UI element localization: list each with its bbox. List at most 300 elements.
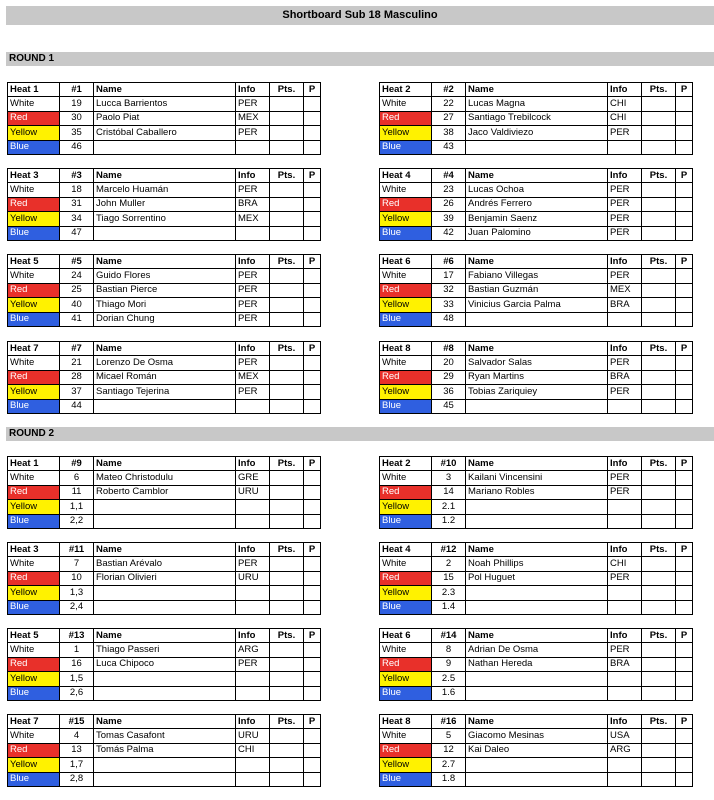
- place-cell: [676, 283, 693, 297]
- surfer-name: [94, 758, 236, 772]
- jersey-color-red: Red: [380, 197, 432, 211]
- heat-header-row: [380, 457, 693, 471]
- points-cell: [270, 471, 304, 485]
- place-header: P: [304, 715, 321, 729]
- place-cell: [676, 571, 693, 585]
- points-header: Pts.: [270, 342, 304, 356]
- place-cell: [304, 600, 321, 614]
- seed-cell: 1,7: [60, 758, 94, 772]
- place-cell: [676, 586, 693, 600]
- seed-cell: 2,2: [60, 514, 94, 528]
- seed-cell: 42: [432, 226, 466, 240]
- heat-number: #15: [60, 715, 94, 729]
- seed-cell: 2.3: [432, 586, 466, 600]
- place-cell: [676, 657, 693, 671]
- place-cell: [676, 557, 693, 571]
- heat-label: Heat 4: [380, 543, 432, 557]
- surfer-name: Jaco Valdiviezo: [466, 126, 608, 140]
- place-header: P: [304, 457, 321, 471]
- name-header: Name: [94, 715, 236, 729]
- seed-cell: 1.2: [432, 514, 466, 528]
- heat-label: Heat 3: [8, 169, 60, 183]
- country-info: [608, 140, 642, 154]
- seed-cell: 31: [60, 197, 94, 211]
- surfer-name: Cristóbal Caballero: [94, 126, 236, 140]
- heat-label: Heat 7: [8, 715, 60, 729]
- country-info: CHI: [608, 111, 642, 125]
- points-cell: [642, 686, 676, 700]
- surfer-row: [8, 600, 321, 614]
- country-info: PER: [608, 212, 642, 226]
- points-header: Pts.: [642, 457, 676, 471]
- info-header: Info: [236, 543, 270, 557]
- info-header: Info: [236, 83, 270, 97]
- place-cell: [304, 643, 321, 657]
- surfer-row: [380, 212, 693, 226]
- country-info: PER: [608, 269, 642, 283]
- heat-number: #14: [432, 629, 466, 643]
- surfer-name: [466, 772, 608, 786]
- place-cell: [676, 500, 693, 514]
- seed-cell: 2,8: [60, 772, 94, 786]
- surfer-row: [8, 657, 321, 671]
- points-cell: [642, 183, 676, 197]
- points-cell: [270, 356, 304, 370]
- name-header: Name: [94, 629, 236, 643]
- surfer-row: [380, 643, 693, 657]
- place-cell: [304, 140, 321, 154]
- points-cell: [270, 586, 304, 600]
- points-cell: [642, 657, 676, 671]
- points-cell: [642, 97, 676, 111]
- points-cell: [270, 600, 304, 614]
- heat-number: #5: [60, 255, 94, 269]
- place-cell: [304, 370, 321, 384]
- surfer-row: [8, 212, 321, 226]
- place-cell: [676, 269, 693, 283]
- place-cell: [676, 197, 693, 211]
- seed-cell: 4: [60, 729, 94, 743]
- surfer-name: Benjamin Saenz: [466, 212, 608, 226]
- surfer-row: [8, 643, 321, 657]
- info-header: Info: [608, 543, 642, 557]
- seed-cell: 22: [432, 97, 466, 111]
- seed-cell: 7: [60, 557, 94, 571]
- heat-header-row: [380, 255, 693, 269]
- surfer-row: [380, 557, 693, 571]
- surfer-name: [94, 226, 236, 240]
- surfer-row: [8, 126, 321, 140]
- surfer-name: Marcelo Huamán: [94, 183, 236, 197]
- jersey-color-red: Red: [380, 111, 432, 125]
- place-cell: [304, 212, 321, 226]
- name-header: Name: [466, 169, 608, 183]
- surfer-row: [8, 672, 321, 686]
- surfer-name: Juan Palomino: [466, 226, 608, 240]
- country-info: PER: [608, 571, 642, 585]
- surfer-name: [466, 500, 608, 514]
- points-cell: [270, 283, 304, 297]
- seed-cell: 25: [60, 283, 94, 297]
- place-cell: [676, 298, 693, 312]
- points-cell: [270, 557, 304, 571]
- points-header: Pts.: [270, 715, 304, 729]
- seed-cell: 6: [60, 471, 94, 485]
- surfer-name: Florian Olivieri: [94, 571, 236, 585]
- jersey-color-red: Red: [8, 283, 60, 297]
- surfer-name: Fabiano Villegas: [466, 269, 608, 283]
- info-header: Info: [608, 83, 642, 97]
- place-header: P: [676, 255, 693, 269]
- surfer-name: [466, 312, 608, 326]
- seed-cell: 27: [432, 111, 466, 125]
- jersey-color-blue: Blue: [8, 686, 60, 700]
- surfer-name: Adrian De Osma: [466, 643, 608, 657]
- place-cell: [304, 385, 321, 399]
- country-info: PER: [236, 183, 270, 197]
- country-info: ARG: [608, 743, 642, 757]
- seed-cell: 45: [432, 399, 466, 413]
- place-cell: [304, 571, 321, 585]
- heat-header-row: [8, 457, 321, 471]
- surfer-name: [466, 686, 608, 700]
- jersey-color-white: White: [8, 356, 60, 370]
- heat-number: #8: [432, 342, 466, 356]
- jersey-color-white: White: [8, 557, 60, 571]
- place-cell: [676, 686, 693, 700]
- points-cell: [642, 514, 676, 528]
- points-cell: [642, 283, 676, 297]
- heat-header-row: [380, 83, 693, 97]
- surfer-row: [8, 557, 321, 571]
- points-header: Pts.: [642, 543, 676, 557]
- jersey-color-red: Red: [8, 197, 60, 211]
- place-header: P: [304, 169, 321, 183]
- country-info: [608, 500, 642, 514]
- surfer-row: [8, 197, 321, 211]
- place-cell: [304, 356, 321, 370]
- place-cell: [676, 743, 693, 757]
- info-header: Info: [608, 255, 642, 269]
- country-info: BRA: [608, 370, 642, 384]
- heat-table: [7, 456, 321, 529]
- surfer-name: Bastian Arévalo: [94, 557, 236, 571]
- points-cell: [270, 111, 304, 125]
- country-info: PER: [236, 557, 270, 571]
- surfer-name: [94, 586, 236, 600]
- jersey-color-red: Red: [8, 111, 60, 125]
- heat-label: Heat 1: [8, 83, 60, 97]
- seed-cell: 2.1: [432, 500, 466, 514]
- place-cell: [676, 758, 693, 772]
- points-cell: [642, 197, 676, 211]
- seed-cell: 46: [60, 140, 94, 154]
- heat-number: #16: [432, 715, 466, 729]
- surfer-name: [94, 672, 236, 686]
- heat-header-row: [380, 169, 693, 183]
- heat-table: [7, 542, 321, 615]
- place-cell: [676, 471, 693, 485]
- place-cell: [676, 111, 693, 125]
- surfer-name: [466, 672, 608, 686]
- points-cell: [642, 471, 676, 485]
- heat-table: [379, 456, 693, 529]
- surfer-name: Roberto Camblor: [94, 485, 236, 499]
- seed-cell: 24: [60, 269, 94, 283]
- place-cell: [304, 729, 321, 743]
- surfer-name: Tomas Casafont: [94, 729, 236, 743]
- points-cell: [270, 571, 304, 585]
- jersey-color-yellow: Yellow: [8, 500, 60, 514]
- heat-label: Heat 8: [380, 342, 432, 356]
- heat-label: Heat 4: [380, 169, 432, 183]
- surfer-row: [380, 471, 693, 485]
- jersey-color-blue: Blue: [380, 600, 432, 614]
- name-header: Name: [466, 715, 608, 729]
- points-cell: [642, 370, 676, 384]
- points-cell: [270, 370, 304, 384]
- surfer-name: Tiago Sorrentino: [94, 212, 236, 226]
- place-header: P: [676, 342, 693, 356]
- place-cell: [304, 111, 321, 125]
- seed-cell: 2,4: [60, 600, 94, 614]
- jersey-color-blue: Blue: [380, 514, 432, 528]
- place-header: P: [304, 83, 321, 97]
- points-cell: [270, 126, 304, 140]
- seed-cell: 37: [60, 385, 94, 399]
- name-header: Name: [94, 543, 236, 557]
- place-cell: [304, 226, 321, 240]
- name-header: Name: [466, 457, 608, 471]
- jersey-color-blue: Blue: [8, 140, 60, 154]
- surfer-name: [466, 140, 608, 154]
- surfer-name: [94, 514, 236, 528]
- surfer-row: [8, 500, 321, 514]
- heat-label: Heat 5: [8, 629, 60, 643]
- country-info: [236, 514, 270, 528]
- surfer-row: [380, 571, 693, 585]
- place-cell: [676, 356, 693, 370]
- heat-header-row: [380, 342, 693, 356]
- seed-cell: 43: [432, 140, 466, 154]
- surfer-name: Giacomo Mesinas: [466, 729, 608, 743]
- info-header: Info: [608, 629, 642, 643]
- info-header: Info: [236, 629, 270, 643]
- surfer-name: Pol Huguet: [466, 571, 608, 585]
- points-cell: [642, 729, 676, 743]
- surfer-row: [8, 269, 321, 283]
- country-info: ARG: [236, 643, 270, 657]
- place-header: P: [676, 629, 693, 643]
- seed-cell: 39: [432, 212, 466, 226]
- points-header: Pts.: [642, 629, 676, 643]
- seed-cell: 13: [60, 743, 94, 757]
- country-info: PER: [236, 312, 270, 326]
- country-info: [236, 586, 270, 600]
- surfer-name: Paolo Piat: [94, 111, 236, 125]
- surfer-name: Luca Chipoco: [94, 657, 236, 671]
- name-header: Name: [94, 342, 236, 356]
- seed-cell: 5: [432, 729, 466, 743]
- place-cell: [304, 743, 321, 757]
- place-cell: [304, 97, 321, 111]
- seed-cell: 47: [60, 226, 94, 240]
- jersey-color-white: White: [8, 643, 60, 657]
- heat-label: Heat 6: [380, 629, 432, 643]
- place-cell: [676, 729, 693, 743]
- surfer-row: [8, 772, 321, 786]
- surfer-row: [8, 298, 321, 312]
- heat-header-row: [8, 342, 321, 356]
- points-cell: [642, 269, 676, 283]
- seed-cell: 2.7: [432, 758, 466, 772]
- surfer-row: [380, 743, 693, 757]
- jersey-color-white: White: [8, 471, 60, 485]
- points-cell: [270, 643, 304, 657]
- surfer-row: [8, 226, 321, 240]
- jersey-color-white: White: [380, 557, 432, 571]
- seed-cell: 48: [432, 312, 466, 326]
- surfer-name: [94, 500, 236, 514]
- surfer-row: [8, 111, 321, 125]
- surfer-row: [8, 97, 321, 111]
- country-info: URU: [236, 729, 270, 743]
- heat-label: Heat 2: [380, 457, 432, 471]
- country-info: PER: [608, 126, 642, 140]
- points-cell: [270, 514, 304, 528]
- surfer-name: [94, 686, 236, 700]
- place-cell: [676, 643, 693, 657]
- surfer-name: [94, 140, 236, 154]
- heat-header-row: [380, 629, 693, 643]
- surfer-row: [380, 672, 693, 686]
- jersey-color-white: White: [380, 471, 432, 485]
- surfer-row: [8, 312, 321, 326]
- place-cell: [676, 514, 693, 528]
- heat-number: #4: [432, 169, 466, 183]
- surfer-row: [380, 126, 693, 140]
- seed-cell: 1,5: [60, 672, 94, 686]
- heat-number: #10: [432, 457, 466, 471]
- place-cell: [304, 471, 321, 485]
- seed-cell: 29: [432, 370, 466, 384]
- heat-table: [7, 168, 321, 241]
- place-cell: [304, 672, 321, 686]
- place-cell: [304, 312, 321, 326]
- points-header: Pts.: [270, 629, 304, 643]
- country-info: PER: [236, 356, 270, 370]
- surfer-row: [8, 399, 321, 413]
- jersey-color-red: Red: [8, 657, 60, 671]
- jersey-color-red: Red: [380, 743, 432, 757]
- country-info: PER: [236, 298, 270, 312]
- jersey-color-white: White: [380, 729, 432, 743]
- points-cell: [270, 500, 304, 514]
- surfer-name: Lucca Barrientos: [94, 97, 236, 111]
- info-header: Info: [608, 342, 642, 356]
- surfer-row: [380, 772, 693, 786]
- country-info: [608, 672, 642, 686]
- name-header: Name: [466, 543, 608, 557]
- heat-table: [379, 542, 693, 615]
- jersey-color-white: White: [380, 97, 432, 111]
- points-cell: [642, 672, 676, 686]
- seed-cell: 14: [432, 485, 466, 499]
- seed-cell: 34: [60, 212, 94, 226]
- surfer-name: Andrés Ferrero: [466, 197, 608, 211]
- place-cell: [304, 586, 321, 600]
- name-header: Name: [94, 169, 236, 183]
- jersey-color-white: White: [380, 356, 432, 370]
- heat-header-row: [8, 169, 321, 183]
- points-header: Pts.: [270, 255, 304, 269]
- jersey-color-red: Red: [380, 657, 432, 671]
- surfer-row: [8, 471, 321, 485]
- heat-number: #9: [60, 457, 94, 471]
- place-cell: [676, 312, 693, 326]
- jersey-color-red: Red: [8, 485, 60, 499]
- place-cell: [304, 298, 321, 312]
- jersey-color-red: Red: [380, 370, 432, 384]
- jersey-color-red: Red: [380, 283, 432, 297]
- place-cell: [304, 485, 321, 499]
- seed-cell: 21: [60, 356, 94, 370]
- jersey-color-yellow: Yellow: [380, 212, 432, 226]
- surfer-name: Ryan Martins: [466, 370, 608, 384]
- seed-cell: 19: [60, 97, 94, 111]
- points-cell: [270, 140, 304, 154]
- surfer-row: [380, 269, 693, 283]
- surfer-row: [380, 356, 693, 370]
- country-info: PER: [236, 126, 270, 140]
- surfer-row: [8, 385, 321, 399]
- place-cell: [304, 283, 321, 297]
- surfer-row: [380, 183, 693, 197]
- heat-label: Heat 1: [8, 457, 60, 471]
- country-info: [608, 586, 642, 600]
- surfer-row: [380, 586, 693, 600]
- surfer-row: [380, 758, 693, 772]
- seed-cell: 36: [432, 385, 466, 399]
- place-cell: [676, 97, 693, 111]
- points-cell: [270, 485, 304, 499]
- seed-cell: 1: [60, 643, 94, 657]
- seed-cell: 23: [432, 183, 466, 197]
- info-header: Info: [608, 169, 642, 183]
- heat-label: Heat 5: [8, 255, 60, 269]
- points-header: Pts.: [642, 342, 676, 356]
- info-header: Info: [236, 342, 270, 356]
- heat-header-row: [8, 629, 321, 643]
- country-info: [236, 500, 270, 514]
- surfer-row: [8, 140, 321, 154]
- seed-cell: 9: [432, 657, 466, 671]
- points-cell: [642, 111, 676, 125]
- jersey-color-yellow: Yellow: [380, 500, 432, 514]
- seed-cell: 1.6: [432, 686, 466, 700]
- info-header: Info: [236, 169, 270, 183]
- surfer-row: [380, 111, 693, 125]
- points-header: Pts.: [642, 255, 676, 269]
- seed-cell: 1.4: [432, 600, 466, 614]
- surfer-row: [380, 298, 693, 312]
- country-info: [236, 672, 270, 686]
- place-header: P: [676, 715, 693, 729]
- surfer-row: [380, 686, 693, 700]
- surfer-name: Kai Daleo: [466, 743, 608, 757]
- country-info: [236, 600, 270, 614]
- jersey-color-red: Red: [8, 370, 60, 384]
